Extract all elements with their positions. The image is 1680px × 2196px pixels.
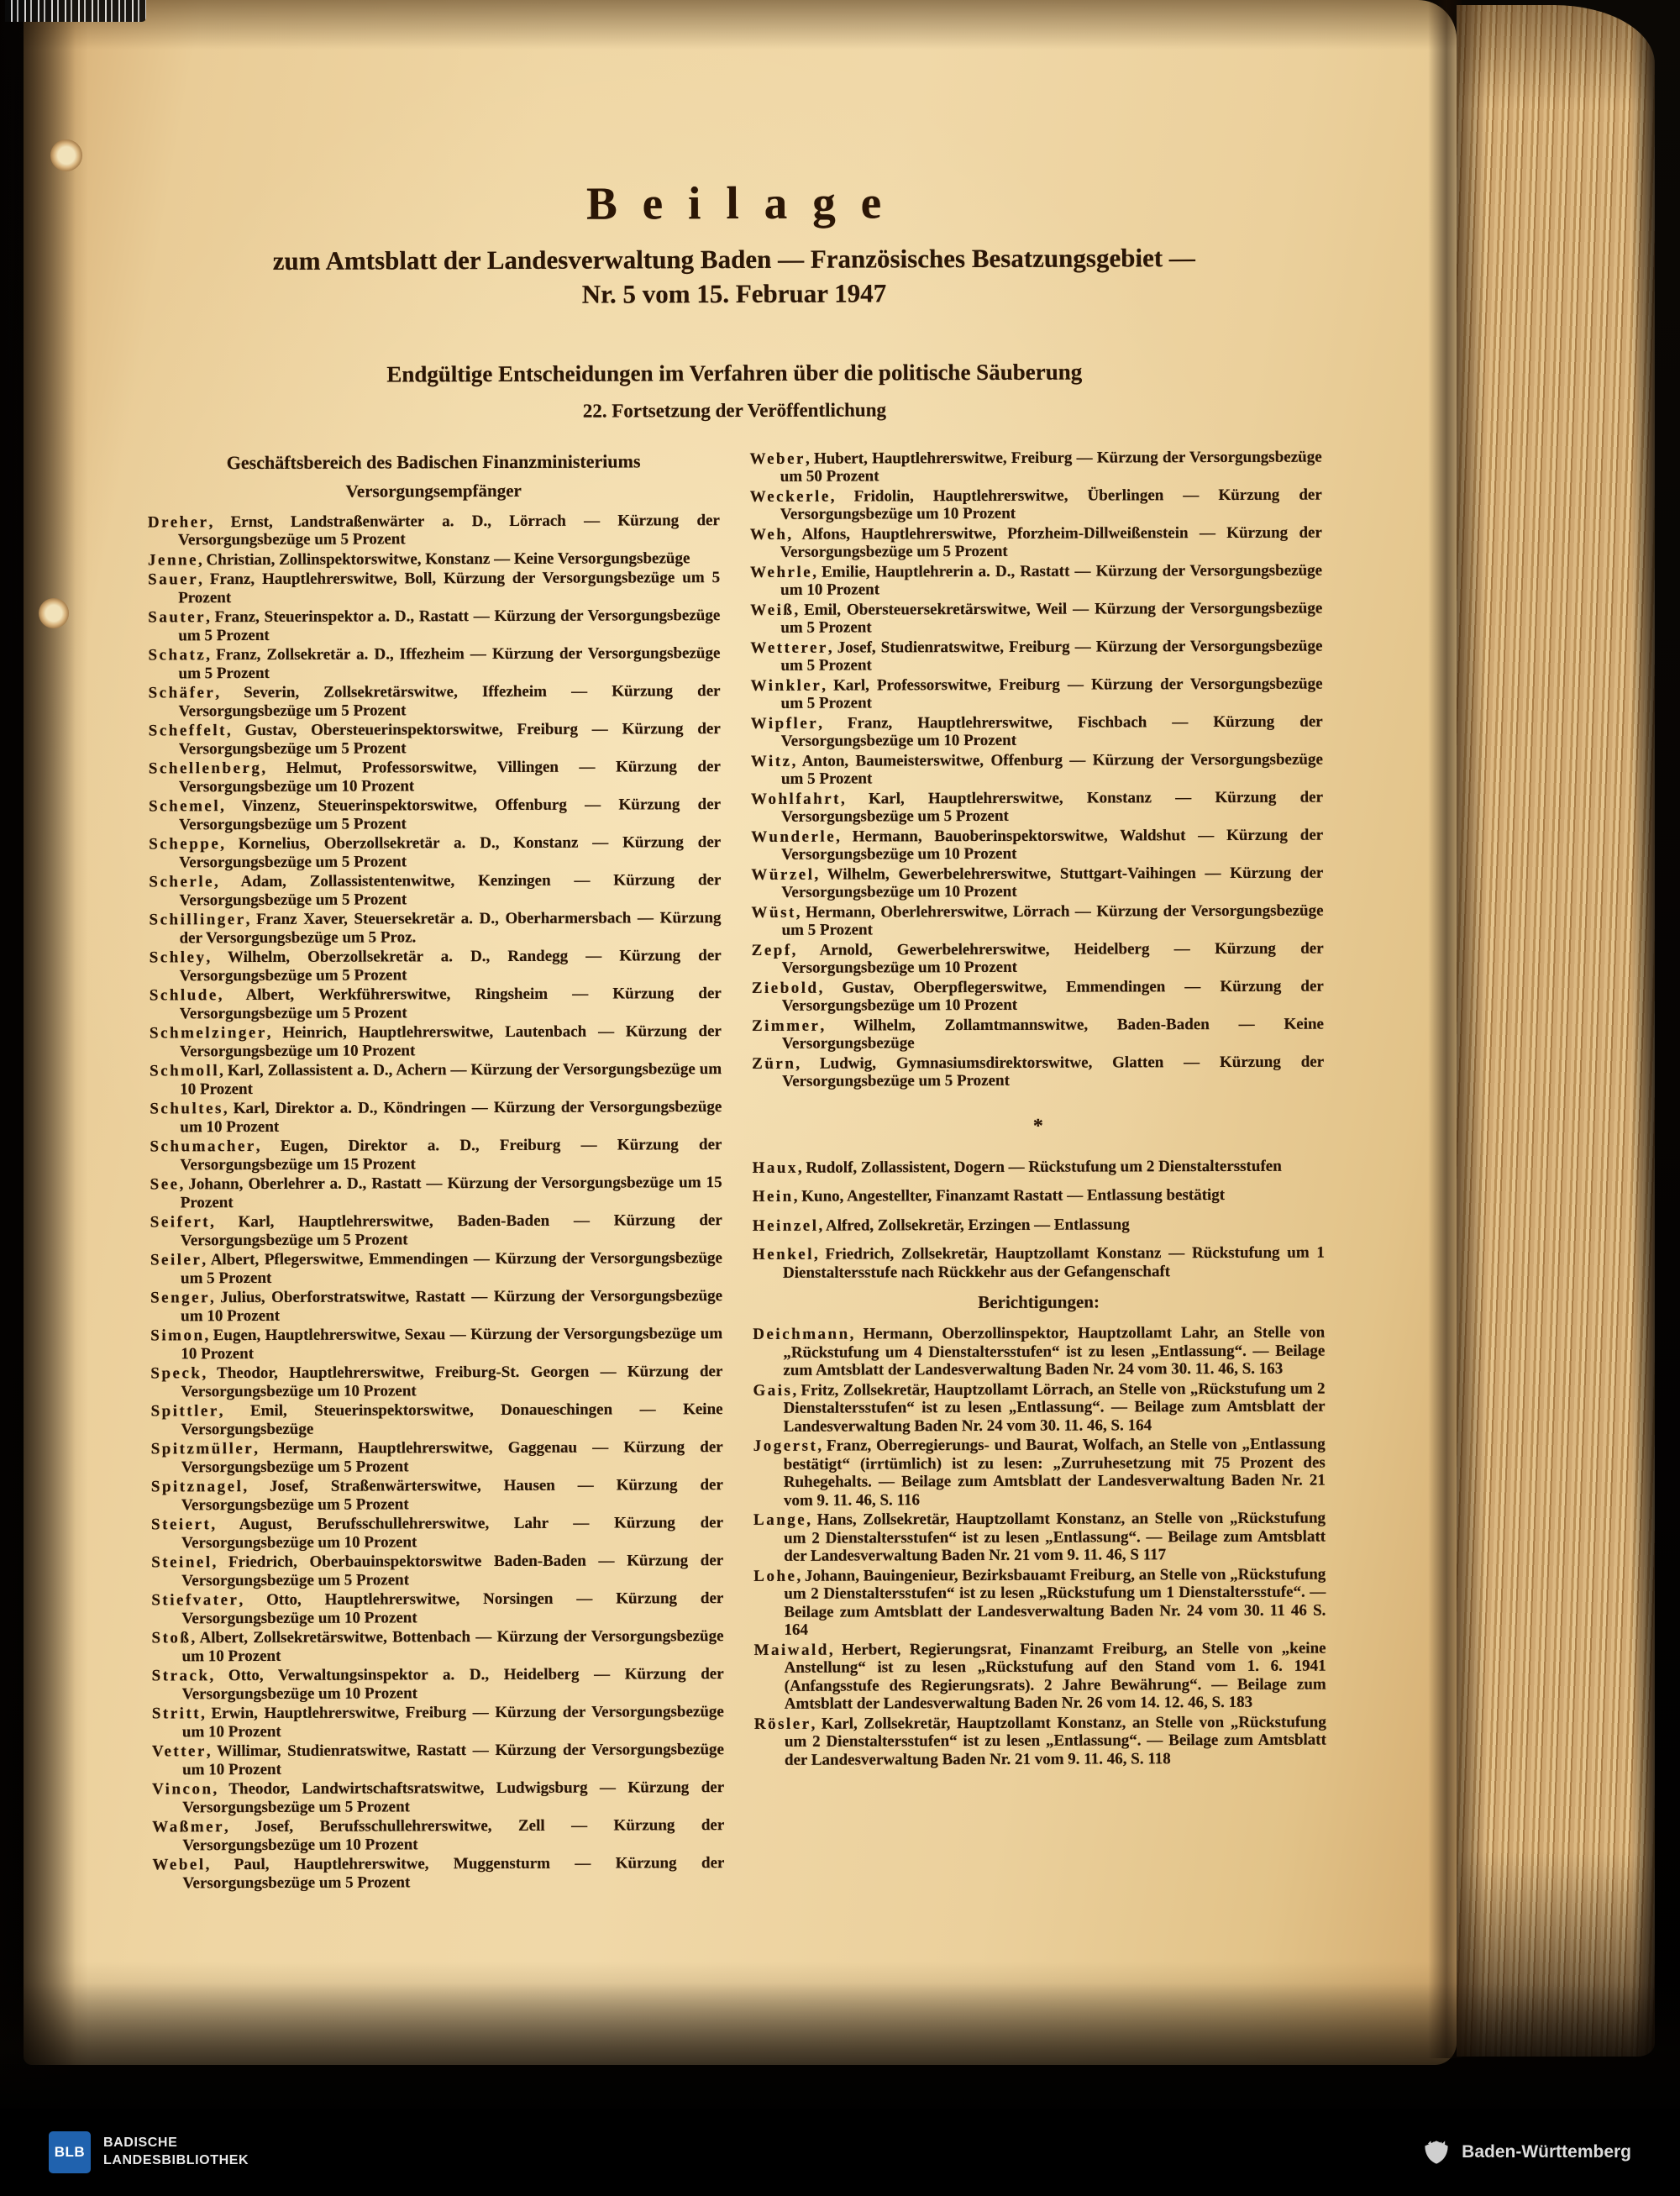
person-name: Vincon (152, 1780, 213, 1799)
person-name: Lange (753, 1511, 807, 1530)
page-content (146, 175, 1326, 1894)
entry-text: , Eugen, Direktor a. D., Freiburg — Kürzung der Versorgungsbezüge um 15 Prozent (180, 1136, 722, 1174)
entry-text: , Hermann, Hauptlehrerswitwe, Gaggenau — Kürzung der Versorgungsbezüge um 5 Prozent (181, 1438, 723, 1477)
binder-hole (39, 598, 69, 628)
list-item (151, 1476, 723, 1514)
entry-text: , Alfons, Hauptlehrerswitwe, Pforzheim-Dillweißenstein — Kürzung der Versorgungsbezüge um 5 Prozent (780, 523, 1322, 562)
list-item (152, 1665, 724, 1703)
entry-text: , Franz, Hauptlehrerswitwe, Boll, Kürzung der Versorgungsbezüge um 5 Prozent (178, 569, 721, 607)
corrections-heading: Berichtigungen: (978, 1291, 1100, 1313)
list-item (151, 1552, 723, 1589)
list-item (750, 523, 1322, 561)
list-item (751, 712, 1323, 750)
left-column-heading: Geschäftsbereich des Badischen Finanzministeriums (226, 450, 641, 473)
entry-text: , Albert, Werkführerswitwe, Ringsheim — Kürzung der Versorgungsbezüge um 5 Prozent (179, 985, 722, 1023)
list-item (148, 569, 720, 607)
library-name (103, 2135, 249, 2170)
list-item (751, 750, 1323, 788)
list-item (750, 561, 1322, 599)
list-item (149, 682, 721, 720)
entry-text: , Friedrich, Oberbauinspektorswitwe Baden-Baden — Kürzung der Versorgungsbezüge um 5 Prozent (181, 1552, 724, 1590)
list-item (752, 1015, 1324, 1053)
list-item (148, 549, 720, 570)
library-name-line1: BADISCHE (103, 2136, 178, 2151)
list-item (152, 1778, 724, 1816)
entry-text: , August, Berufsschullehrerswitwe, Lahr — Kürzung der Versorgungsbezüge um 10 Prozent (181, 1514, 724, 1552)
person-name: Seiler (150, 1251, 202, 1269)
entry-text: , Karl, Zollassistent a. D., Achern — Kürzung der Versorgungsbezüge um 10 Prozent (180, 1060, 722, 1099)
person-name: Schillinger (149, 911, 246, 929)
entry-text: , Otto, Verwaltungsinspektor a. D., Heidelberg — Kürzung der Versorgungsbezüge um 10 Prozent (181, 1665, 724, 1704)
section-subheading: 22. Fortsetzung der Veröffentlichung (582, 399, 887, 422)
correction-item (754, 1713, 1326, 1769)
person-name: See (150, 1175, 180, 1194)
entry-text: , Emil, Steuerinspektorswitwe, Donaueschingen — Keine Versorgungsbezüge (181, 1400, 723, 1439)
list-item (750, 486, 1322, 523)
entry-text: , Gustav, Obersteuerinspektorswitwe, Freiburg — Kürzung der Versorgungsbezüge um 5 Prozent (178, 720, 721, 759)
person-name: Wipfler (750, 714, 819, 733)
person-name: Weckerle (749, 487, 831, 506)
list-item (753, 1244, 1325, 1282)
entry-text: , Heinrich, Hauptlehrerswitwe, Lautenbach — Kürzung der Versorgungsbezüge um 10 Prozent (180, 1022, 722, 1061)
person-name: Stiefvater (151, 1591, 239, 1610)
person-name: Sauter (148, 608, 207, 627)
correction-text: , Fritz, Zollsekretär, Hauptzollamt Lörrach, an Stelle von „Rückstufung um 2 Dienstaltersstufen“ ist zu lesen „Entlassung“. — Beilage zum Amtsblatt der Landesverwaltung Baden Nr. 24 vom 30. 11. 46, S. 164 (783, 1379, 1326, 1436)
list-item (149, 909, 721, 947)
list-item (751, 675, 1323, 712)
entry-text: , Rudolf, Zollassistent, Dogern — Rückstufung um 2 Dienstaltersstufen (797, 1157, 1282, 1177)
entry-text: , Hermann, Oberlehrerswitwe, Lörrach — Kürzung der Versorgungsbezüge um 5 Prozent (781, 901, 1324, 940)
entry-text: , Fridolin, Hauptlehrerswitwe, Überlingen — Kürzung der Versorgungsbezüge um 10 Prozent (780, 486, 1322, 524)
person-name: Webel (152, 1856, 206, 1874)
entry-text: , Emilie, Hauptlehrerin a. D., Rastatt — Kürzung der Versorgungsbezüge um 10 Prozent (780, 561, 1323, 600)
correction-item (753, 1379, 1325, 1436)
person-name: Witz (750, 752, 792, 770)
person-name: Vetter (151, 1742, 207, 1761)
entry-text: , Hubert, Hauptlehrerswitwe, Freiburg — Kürzung der Versorgungsbezüge um 50 Prozent (780, 448, 1322, 486)
blb-logo-icon: BLB (49, 2131, 91, 2173)
person-name: Schley (149, 948, 207, 967)
entry-text: , Anton, Baumeisterswitwe, Offenburg — Kürzung der Versorgungsbezüge um 5 Prozent (780, 750, 1323, 789)
correction-item (753, 1565, 1326, 1639)
correction-text: , Karl, Zollsekretär, Hauptzollamt Konstanz, an Stelle von „Rückstufung um 2 Dienstaltersstufen“ ist zu lesen „Entlassung“. — Beilage zum Amtsblatt der Landesverwaltung Baden Nr. 21 vom 9. 11. 46, S. 118 (784, 1713, 1326, 1769)
entry-text: , Josef, Straßenwärterswitwe, Hausen — Kürzung der Versorgungsbezüge um 5 Prozent (181, 1476, 723, 1515)
list-item (151, 1589, 723, 1627)
entry-text: , Josef, Berufsschullehrerswitwe, Zell — Kürzung der Versorgungsbezüge um 10 Prozent (182, 1816, 725, 1855)
list-item (151, 1438, 723, 1476)
list-item (750, 599, 1322, 637)
list-item (753, 1186, 1325, 1206)
list-item (150, 1211, 722, 1249)
entry-text: , Karl, Professorswitwe, Freiburg — Kürzung der Versorgungsbezüge um 5 Prozent (780, 675, 1323, 713)
list-item (149, 796, 721, 833)
entry-text: , Franz, Hauptlehrerswitwe, Fischbach — Kürzung der Versorgungsbezüge um 10 Prozent (780, 712, 1323, 751)
entry-text: , Otto, Hauptlehrerswitwe, Norsingen — Kürzung der Versorgungsbezüge um 10 Prozent (181, 1589, 724, 1628)
entry-text: , Albert, Pflegerswitwe, Emmendingen — Kürzung der Versorgungsbezüge um 5 Prozent (180, 1249, 722, 1288)
right-column (750, 448, 1327, 1892)
person-name: Schemel (149, 797, 221, 816)
entry-text: , Kuno, Angestellter, Finanzamt Rastatt — Entlassung bestätigt (793, 1186, 1226, 1206)
entry-text: , Emil, Obersteuersekretärswitwe, Weil — Kürzung der Versorgungsbezüge um 5 Prozent (780, 599, 1323, 638)
right-entries-block2 (753, 1157, 1326, 1282)
entry-text: , Gustav, Oberpflegerswitwe, Emmendingen — Kürzung der Versorgungsbezüge um 10 Prozent (781, 977, 1324, 1016)
list-item (149, 833, 721, 871)
left-column (148, 450, 725, 1894)
correction-text: , Franz, Oberregierungs- und Baurat, Wolfach, an Stelle von „Entlassung bestätigt“ (irrtümlich) ist zu lesen: „Zurruhesetzung mit 75 Prozent des Ruhegehalts. — Beilage zum Amtsblatt der Landesverwaltung Baden Nr. 21 vom 9. 11. 46, S. 116 (783, 1435, 1326, 1510)
state-name: Baden-Württemberg (1462, 2142, 1631, 2162)
person-name: Heinzel (752, 1216, 819, 1235)
list-item (152, 1854, 724, 1892)
person-name: Hein (752, 1188, 794, 1206)
person-name: Gais (753, 1381, 793, 1400)
person-name: Winkler (750, 676, 822, 695)
person-name: Schäfer (148, 684, 216, 702)
binder-hole (50, 139, 82, 171)
page-subtitle-line2: Nr. 5 vom 15. Februar 1947 (581, 278, 887, 309)
person-name: Weiß (750, 601, 795, 619)
entry-text: , Wilhelm, Oberzollsekretär a. D., Randegg — Kürzung der Versorgungsbezüge um 5 Prozent (179, 947, 722, 985)
person-name: Wetterer (750, 638, 828, 657)
entry-text: , Erwin, Hauptlehrerswitwe, Freiburg — Kürzung der Versorgungsbezüge um 10 Prozent (181, 1703, 724, 1742)
list-item (751, 864, 1323, 901)
list-item (148, 644, 720, 682)
correction-item (753, 1510, 1326, 1566)
left-column-subheading: Versorgungsempfänger (345, 480, 522, 502)
person-name: Speck (150, 1364, 202, 1383)
person-name: Schellenberg (148, 759, 262, 778)
person-name: Spittler (150, 1402, 219, 1421)
correction-text: , Hermann, Oberzollinspektor, Hauptzollamt Lahr, an Stelle von „Rückstufung um 4 Dienstaltersstufen“ ist zu lesen „Entlassung“. — Beilage zum Amtsblatt der Landesverwaltung Baden Nr. 24 vom 30. 11. 46, S. 163 (783, 1323, 1326, 1380)
person-name: Rösler (753, 1715, 811, 1733)
page-subtitle-line1: zum Amtsblatt der Landesverwaltung Baden — Französisches Besatzungsgebiet — (272, 243, 1195, 276)
person-name: Stritt (151, 1705, 202, 1723)
person-name: Steiert (150, 1516, 212, 1534)
person-name: Schmoll (150, 1062, 220, 1080)
library-logo (49, 2131, 249, 2173)
entry-text: , Karl, Hauptlehrerswitwe, Baden-Baden — Kürzung der Versorgungsbezüge um 5 Prozent (180, 1211, 722, 1250)
two-column-text (148, 448, 1327, 1894)
correction-item (754, 1639, 1326, 1713)
person-name: Seifert (150, 1213, 211, 1232)
entry-text: , Arnold, Gewerbelehrerswitwe, Heidelberg — Kürzung der Versorgungsbezüge um 10 Prozent (781, 939, 1324, 978)
list-item (752, 977, 1324, 1015)
correction-text: , Johann, Bauingenieur, Bezirksbauamt Freiburg, an Stelle von „Rückstufung um 2 Dienstaltersstufen“ ist zu lesen „Rückstufung um 1 Dienstaltersstufe“. — Beilage zum Amtsblatt der Landesverwaltung Baden Nr. 24 vom 30. 11 46 S. 164 (784, 1565, 1326, 1640)
page-edge-stack (1457, 5, 1655, 2057)
person-name: Zepf (751, 941, 792, 959)
person-name: Schmelzinger (149, 1024, 267, 1043)
person-name: Wunderle (751, 827, 837, 846)
list-item (752, 1053, 1324, 1090)
entry-text: , Franz, Steuerinspektor a. D., Rastatt — Kürzung der Versorgungsbezüge um 5 Prozent (178, 607, 721, 645)
person-name: Spitznagel (150, 1478, 244, 1496)
person-name: Zimmer (751, 1017, 821, 1035)
person-name: Maiwald (753, 1641, 829, 1659)
list-item (751, 788, 1323, 826)
section-heading: Endgültige Entscheidungen im Verfahren über die politische Säuberung (386, 359, 1083, 387)
list-item (750, 637, 1322, 675)
correction-text: , Herbert, Regierungsrat, Finanzamt Freiburg, an Stelle von „keine Anstellung“ ist zu lesen „Rückstufung auf den Stand vom 1. 6. 1941 (Anfangsstufe des Regierungsrats). 2 Jahre Bewährung“. — Beilage zum Amtsblatt der Landesverwaltung Baden Nr. 26 vom 14. 12. 46, S. 183 (784, 1639, 1326, 1714)
library-name-line2: LANDESBIBLIOTHEK (103, 2153, 249, 2167)
page-title: Beilage (585, 176, 907, 229)
list-item (753, 1157, 1325, 1177)
list-item (150, 1136, 722, 1174)
entry-text: , Julius, Oberforstratswitwe, Rastatt — Kürzung der Versorgungsbezüge um 10 Prozent (181, 1287, 723, 1326)
list-item (150, 1022, 722, 1060)
person-name: Scherle (149, 873, 215, 891)
person-name: Schultes (150, 1100, 223, 1118)
list-item (150, 947, 722, 985)
person-name: Senger (150, 1289, 211, 1307)
right-entries (750, 448, 1325, 1090)
entry-text: , Ernst, Landstraßenwärter a. D., Lörrach — Kürzung der Versorgungsbezüge um 5 Prozent (177, 511, 720, 549)
person-name: Weber (749, 449, 806, 468)
entry-text: , Franz Xaver, Steuersekretär a. D., Oberharmersbach — Kürzung der Versorgungsbezüge um 5 Proz. (179, 909, 722, 948)
list-item (149, 720, 721, 758)
person-name: Ziebold (751, 979, 819, 997)
person-name: Stoß (151, 1629, 192, 1647)
entry-text: , Albert, Zollsekretärswitwe, Bottenbach — Kürzung der Versorgungsbezüge um 10 Prozent (181, 1627, 724, 1666)
person-name: Deichmann (753, 1325, 850, 1344)
list-item (150, 985, 722, 1022)
left-entries (148, 512, 725, 1893)
entry-text: , Eugen, Hauptlehrerswitwe, Sexau — Kürzung der Versorgungsbezüge um 10 Prozent (181, 1325, 723, 1363)
list-item (750, 448, 1322, 486)
entry-text: , Severin, Zollsekretärswitwe, Iffezheim — Kürzung der Versorgungsbezüge um 5 Prozent (178, 682, 721, 721)
entry-text: , Ludwig, Gymnasiumsdirektorswitwe, Glatten — Kürzung der Versorgungsbezüge um 5 Prozent (782, 1053, 1325, 1091)
person-name: Steinel (151, 1553, 213, 1572)
person-name: Wüst (751, 903, 796, 922)
list-item (751, 826, 1323, 864)
list-item (148, 512, 720, 549)
entry-text: , Johann, Oberlehrer a. D., Rastatt — Kürzung der Versorgungsbezüge um 15 Prozent (179, 1174, 722, 1212)
entry-text: , Helmut, Professorswitwe, Villingen — Kürzung der Versorgungsbezüge um 10 Prozent (178, 758, 721, 796)
entry-text: , Josef, Studienratswitwe, Freiburg — Kürzung der Versorgungsbezüge um 5 Prozent (780, 637, 1323, 675)
list-item (149, 758, 721, 796)
list-item (150, 1325, 722, 1363)
list-item (150, 1363, 722, 1400)
person-name: Wohlfahrt (750, 790, 842, 808)
person-name: Jenne (147, 551, 199, 570)
baden-wuerttemberg-crest-icon (1422, 2139, 1451, 2166)
correction-item (753, 1324, 1325, 1380)
list-item (150, 1287, 722, 1325)
entry-text: , Wilhelm, Gewerbelehrerswitwe, Stuttgart-Vaihingen — Kürzung der Versorgungsbezüge um 10 Prozent (781, 864, 1324, 902)
entry-text: , Kornelius, Oberzollsekretär a. D., Konstanz — Kürzung der Versorgungsbezüge um 5 Prozent (179, 833, 722, 872)
person-name: Sauer (148, 570, 199, 589)
entry-text: , Christian, Zollinspektorswitwe, Konstanz — Keine Versorgungsbezüge (197, 549, 690, 570)
list-item (152, 1816, 724, 1854)
correction-item (753, 1436, 1326, 1510)
person-name: Henkel (752, 1245, 815, 1264)
list-item (149, 871, 721, 909)
list-item (148, 607, 720, 644)
entry-text: , Karl, Direktor a. D., Köndringen — Kürzung der Versorgungsbezüge um 10 Prozent (180, 1098, 722, 1137)
entry-text: , Theodor, Hauptlehrerswitwe, Freiburg-St. Georgen — Kürzung der Versorgungsbezüge um 10 Prozent (181, 1363, 723, 1401)
scanned-page (24, 0, 1457, 2065)
person-name: Scheppe (149, 835, 221, 854)
list-item (751, 901, 1323, 939)
footer-bar (0, 2109, 1680, 2196)
correction-text: , Hans, Zollsekretär, Hauptzollamt Konstanz, an Stelle von „Rückstufung um 2 Dienstaltersstufen“ ist zu lesen „Entlassung“. — Beilage zum Amtsblatt der Landesverwaltung Baden Nr. 21 vom 9. 11. 46, S 117 (784, 1509, 1326, 1566)
list-item (152, 1741, 724, 1778)
entry-text: , Theodor, Landwirtschaftsratswitwe, Ludwigsburg — Kürzung der Versorgungsbezüge um 5 Prozent (182, 1778, 725, 1817)
person-name: Wehrle (750, 563, 813, 581)
list-item (752, 939, 1324, 977)
entry-text: , Hermann, Bauoberinspektorswitwe, Waldshut — Kürzung der Versorgungsbezüge um 10 Prozent (781, 826, 1324, 864)
corrections-list (753, 1324, 1326, 1769)
list-item (150, 1098, 722, 1136)
person-name: Zürn (752, 1054, 796, 1073)
state-logo (1422, 2139, 1631, 2166)
person-name: Haux (752, 1158, 798, 1177)
list-item (753, 1215, 1325, 1235)
entry-text: , Franz, Zollsekretär a. D., Iffezheim — Kürzung der Versorgungsbezüge um 5 Prozent (178, 644, 721, 683)
person-name: Waßmer (152, 1818, 225, 1836)
list-item (151, 1627, 723, 1665)
section-separator: * (1032, 1115, 1043, 1137)
person-name: Jogerst (753, 1437, 818, 1456)
person-name: Strack (151, 1667, 210, 1685)
entry-text: , Vinzenz, Steuerinspektorswitwe, Offenburg — Kürzung der Versorgungsbezüge um 5 Prozent (179, 796, 722, 834)
person-name: Würzel (751, 865, 815, 884)
person-name: Simon (150, 1327, 205, 1345)
person-name: Lohe (753, 1567, 797, 1585)
person-name: Dreher (147, 513, 209, 532)
person-name: Schumacher (150, 1137, 256, 1156)
list-item (150, 1060, 722, 1098)
entry-text: , Paul, Hauptlehrerswitwe, Muggensturm — Kürzung der Versorgungsbezüge um 5 Prozent (182, 1854, 725, 1893)
person-name: Weh (749, 525, 788, 544)
person-name: Schatz (148, 646, 207, 665)
person-name: Schlude (149, 986, 218, 1005)
list-item (151, 1400, 723, 1438)
person-name: Scheffelt (148, 722, 227, 740)
list-item (150, 1174, 722, 1211)
list-item (151, 1514, 723, 1552)
list-item (152, 1703, 724, 1741)
person-name: Spitzmüller (150, 1440, 255, 1458)
entry-text: , Karl, Hauptlehrerswitwe, Konstanz — Kürzung der Versorgungsbezüge um 5 Prozent (781, 788, 1324, 827)
entry-text: , Willimar, Studienratswitwe, Rastatt — Kürzung der Versorgungsbezüge um 10 Prozent (182, 1741, 725, 1779)
list-item (150, 1249, 722, 1287)
entry-text: , Friedrich, Zollsekretär, Hauptzollamt Konstanz — Rückstufung um 1 Dienstaltersstufe nach Rückkehr aus der Gefangenschaft (782, 1243, 1325, 1282)
entry-text: , Adam, Zollassistentenwitwe, Kenzingen — Kürzung der Versorgungsbezüge um 5 Prozent (179, 871, 722, 910)
calibration-strip (5, 0, 146, 22)
entry-text: , Alfred, Zollsekretär, Erzingen — Entlassung (818, 1216, 1130, 1235)
entry-text: , Wilhelm, Zollamtmannswitwe, Baden-Baden — Keine Versorgungsbezüge (782, 1015, 1324, 1053)
